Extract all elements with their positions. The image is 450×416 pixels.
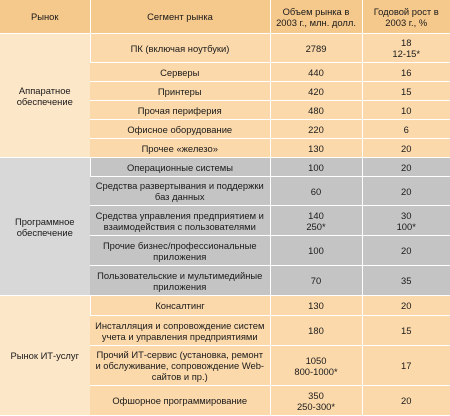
segment-cell: Инсталляция и сопровождение систем учета и управления предприятиями bbox=[90, 316, 270, 346]
segment-cell: Пользовательские и мультимедийные приложения bbox=[90, 266, 270, 296]
volume-cell: 2789 bbox=[270, 34, 362, 63]
growth-cell: 15 bbox=[362, 82, 450, 101]
volume-cell: 70 bbox=[270, 266, 362, 296]
header-growth: Годовой рост в 2003 г., % bbox=[362, 0, 450, 34]
growth-value: 18 bbox=[401, 37, 412, 48]
volume-cell: 130 bbox=[270, 296, 362, 316]
growth-cell bbox=[362, 206, 450, 236]
growth-value: 30 bbox=[401, 209, 412, 221]
segment-cell: Серверы bbox=[90, 63, 270, 82]
growth-cell: 15 bbox=[362, 316, 450, 346]
group-it-services: Рынок ИТ-услуг bbox=[0, 296, 90, 416]
volume-cell bbox=[270, 386, 362, 416]
growth-cell: 20 bbox=[362, 236, 450, 266]
segment-cell: Операционные системы bbox=[90, 158, 270, 177]
volume-cell: 60 bbox=[270, 177, 362, 206]
segment-cell: Консалтинг bbox=[90, 296, 270, 316]
header-volume: Объем рынка в 2003 г., млн. долл. bbox=[270, 0, 362, 34]
volume-value: 1050 bbox=[305, 354, 327, 366]
volume-value-alt: 250-300* bbox=[296, 400, 336, 412]
volume-value: 350 bbox=[308, 389, 324, 401]
growth-cell: 20 bbox=[362, 158, 450, 177]
segment-cell: Средства управления предприятием и взаимодействия с пользователями bbox=[90, 206, 270, 236]
growth-cell: 20 bbox=[362, 296, 450, 316]
growth-cell bbox=[362, 34, 450, 63]
growth-cell: 17 bbox=[362, 346, 450, 386]
segment-cell: Средства развертывания и поддержки баз данных bbox=[90, 177, 270, 206]
segment-cell: Прочее «железо» bbox=[90, 139, 270, 158]
volume-cell: 440 bbox=[270, 63, 362, 82]
header-market: Рынок bbox=[0, 0, 90, 34]
growth-cell: 10 bbox=[362, 101, 450, 120]
volume-cell: 420 bbox=[270, 82, 362, 101]
volume-cell: 100 bbox=[270, 158, 362, 177]
volume-cell: 220 bbox=[270, 120, 362, 139]
volume-value-alt: 800-1000* bbox=[294, 365, 338, 377]
growth-cell: 16 bbox=[362, 63, 450, 82]
segment-cell: ПК (включая ноутбуки) bbox=[90, 34, 270, 63]
group-hardware: Аппаратное обеспечение bbox=[0, 34, 90, 158]
growth-cell: 6 bbox=[362, 120, 450, 139]
volume-cell bbox=[270, 346, 362, 386]
growth-value-alt: 12-15* bbox=[392, 48, 421, 59]
volume-cell bbox=[270, 206, 362, 236]
segment-cell: Офисное оборудование bbox=[90, 120, 270, 139]
table-row bbox=[0, 296, 450, 316]
header-row bbox=[0, 0, 450, 34]
volume-cell: 180 bbox=[270, 316, 362, 346]
segment-cell: Прочая периферия bbox=[90, 101, 270, 120]
volume-cell: 130 bbox=[270, 139, 362, 158]
growth-cell: 20 bbox=[362, 177, 450, 206]
segment-cell: Принтеры bbox=[90, 82, 270, 101]
header-segment: Сегмент рынка bbox=[90, 0, 270, 34]
growth-cell: 35 bbox=[362, 266, 450, 296]
volume-value: 140 bbox=[308, 209, 324, 221]
table-row bbox=[0, 158, 450, 177]
volume-cell: 480 bbox=[270, 101, 362, 120]
group-software: Программное обеспечение bbox=[0, 158, 90, 296]
growth-value-alt: 100* bbox=[396, 220, 416, 232]
table-row bbox=[0, 34, 450, 63]
volume-cell: 100 bbox=[270, 236, 362, 266]
segment-cell: Прочие бизнес/профессиональные приложения bbox=[90, 236, 270, 266]
segment-cell: Прочий ИТ-сервис (установка, ремонт и обслуживание, сопровождение Web-сайтов и пр.) bbox=[90, 346, 270, 386]
growth-cell: 20 bbox=[362, 139, 450, 158]
growth-cell: 20 bbox=[362, 386, 450, 416]
segment-cell: Офшорное программирование bbox=[90, 386, 270, 416]
volume-value-alt: 250* bbox=[306, 220, 326, 232]
